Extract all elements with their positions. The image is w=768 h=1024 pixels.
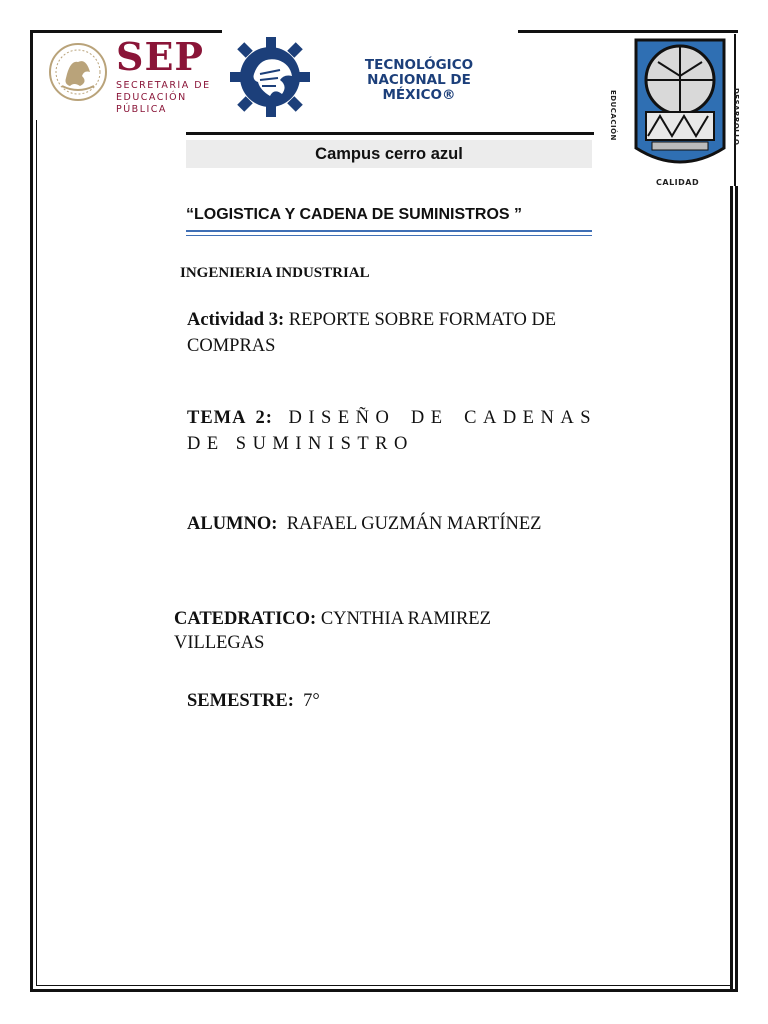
- activity-line: [187, 307, 597, 359]
- catedratico-label: CATEDRATICO:: [174, 609, 317, 629]
- alumno-label: ALUMNO:: [187, 514, 278, 534]
- tema-line: [187, 405, 597, 457]
- semestre-value: 7°: [293, 691, 320, 711]
- catedratico-value: CYNTHIA RAMIREZ VILLEGAS: [174, 609, 491, 653]
- emblem-left-text: EDUCACIÓN: [609, 90, 617, 141]
- tecnm-gear-eagle-icon: [230, 34, 316, 120]
- tema-value: DISEÑO DE CADENAS DE SUMINISTRO: [187, 408, 597, 454]
- alumno-value: RAFAEL GUZMÁN MARTÍNEZ: [277, 514, 542, 534]
- campus-top-rule: [186, 132, 594, 135]
- campus-name: Campus cerro azul: [186, 140, 592, 168]
- top-border-segment: [30, 30, 222, 33]
- catedratico-line: [174, 607, 574, 655]
- career-name: INGENIERIA INDUSTRIAL: [180, 265, 370, 281]
- course-title-underline: [186, 230, 592, 232]
- campus-emblem-icon: [630, 36, 730, 176]
- tecnm-logo-title: [330, 58, 508, 103]
- course-title-underline: [186, 235, 592, 236]
- sep-logo-title: SEP: [116, 34, 204, 79]
- course-title: “LOGISTICA Y CADENA DE SUMINISTROS ”: [186, 206, 523, 223]
- alumno-line: [187, 514, 541, 535]
- right-border-segment: [730, 186, 733, 992]
- top-border-segment: [518, 30, 738, 33]
- semestre-line: [187, 691, 320, 712]
- emblem-right-text: DESARROLLO: [732, 88, 740, 146]
- sep-logo-subtitle: SECRETARÍA DE EDUCACIÓN PÚBLICA: [116, 80, 211, 115]
- emblem-bottom-text: CALIDAD: [656, 178, 700, 187]
- activity-label: Actividad 3:: [187, 310, 285, 330]
- tema-label: TEMA 2:: [187, 408, 273, 428]
- tecnm-title-line2: NACIONAL DE MÉXICO®: [367, 72, 471, 103]
- mexico-coat-of-arms-icon: [48, 42, 108, 102]
- semestre-label: SEMESTRE:: [187, 691, 294, 711]
- tecnm-title-line1: TECNOLÓGICO: [364, 57, 474, 73]
- activity-value: REPORTE SOBRE FORMATO DE COMPRAS: [187, 310, 557, 356]
